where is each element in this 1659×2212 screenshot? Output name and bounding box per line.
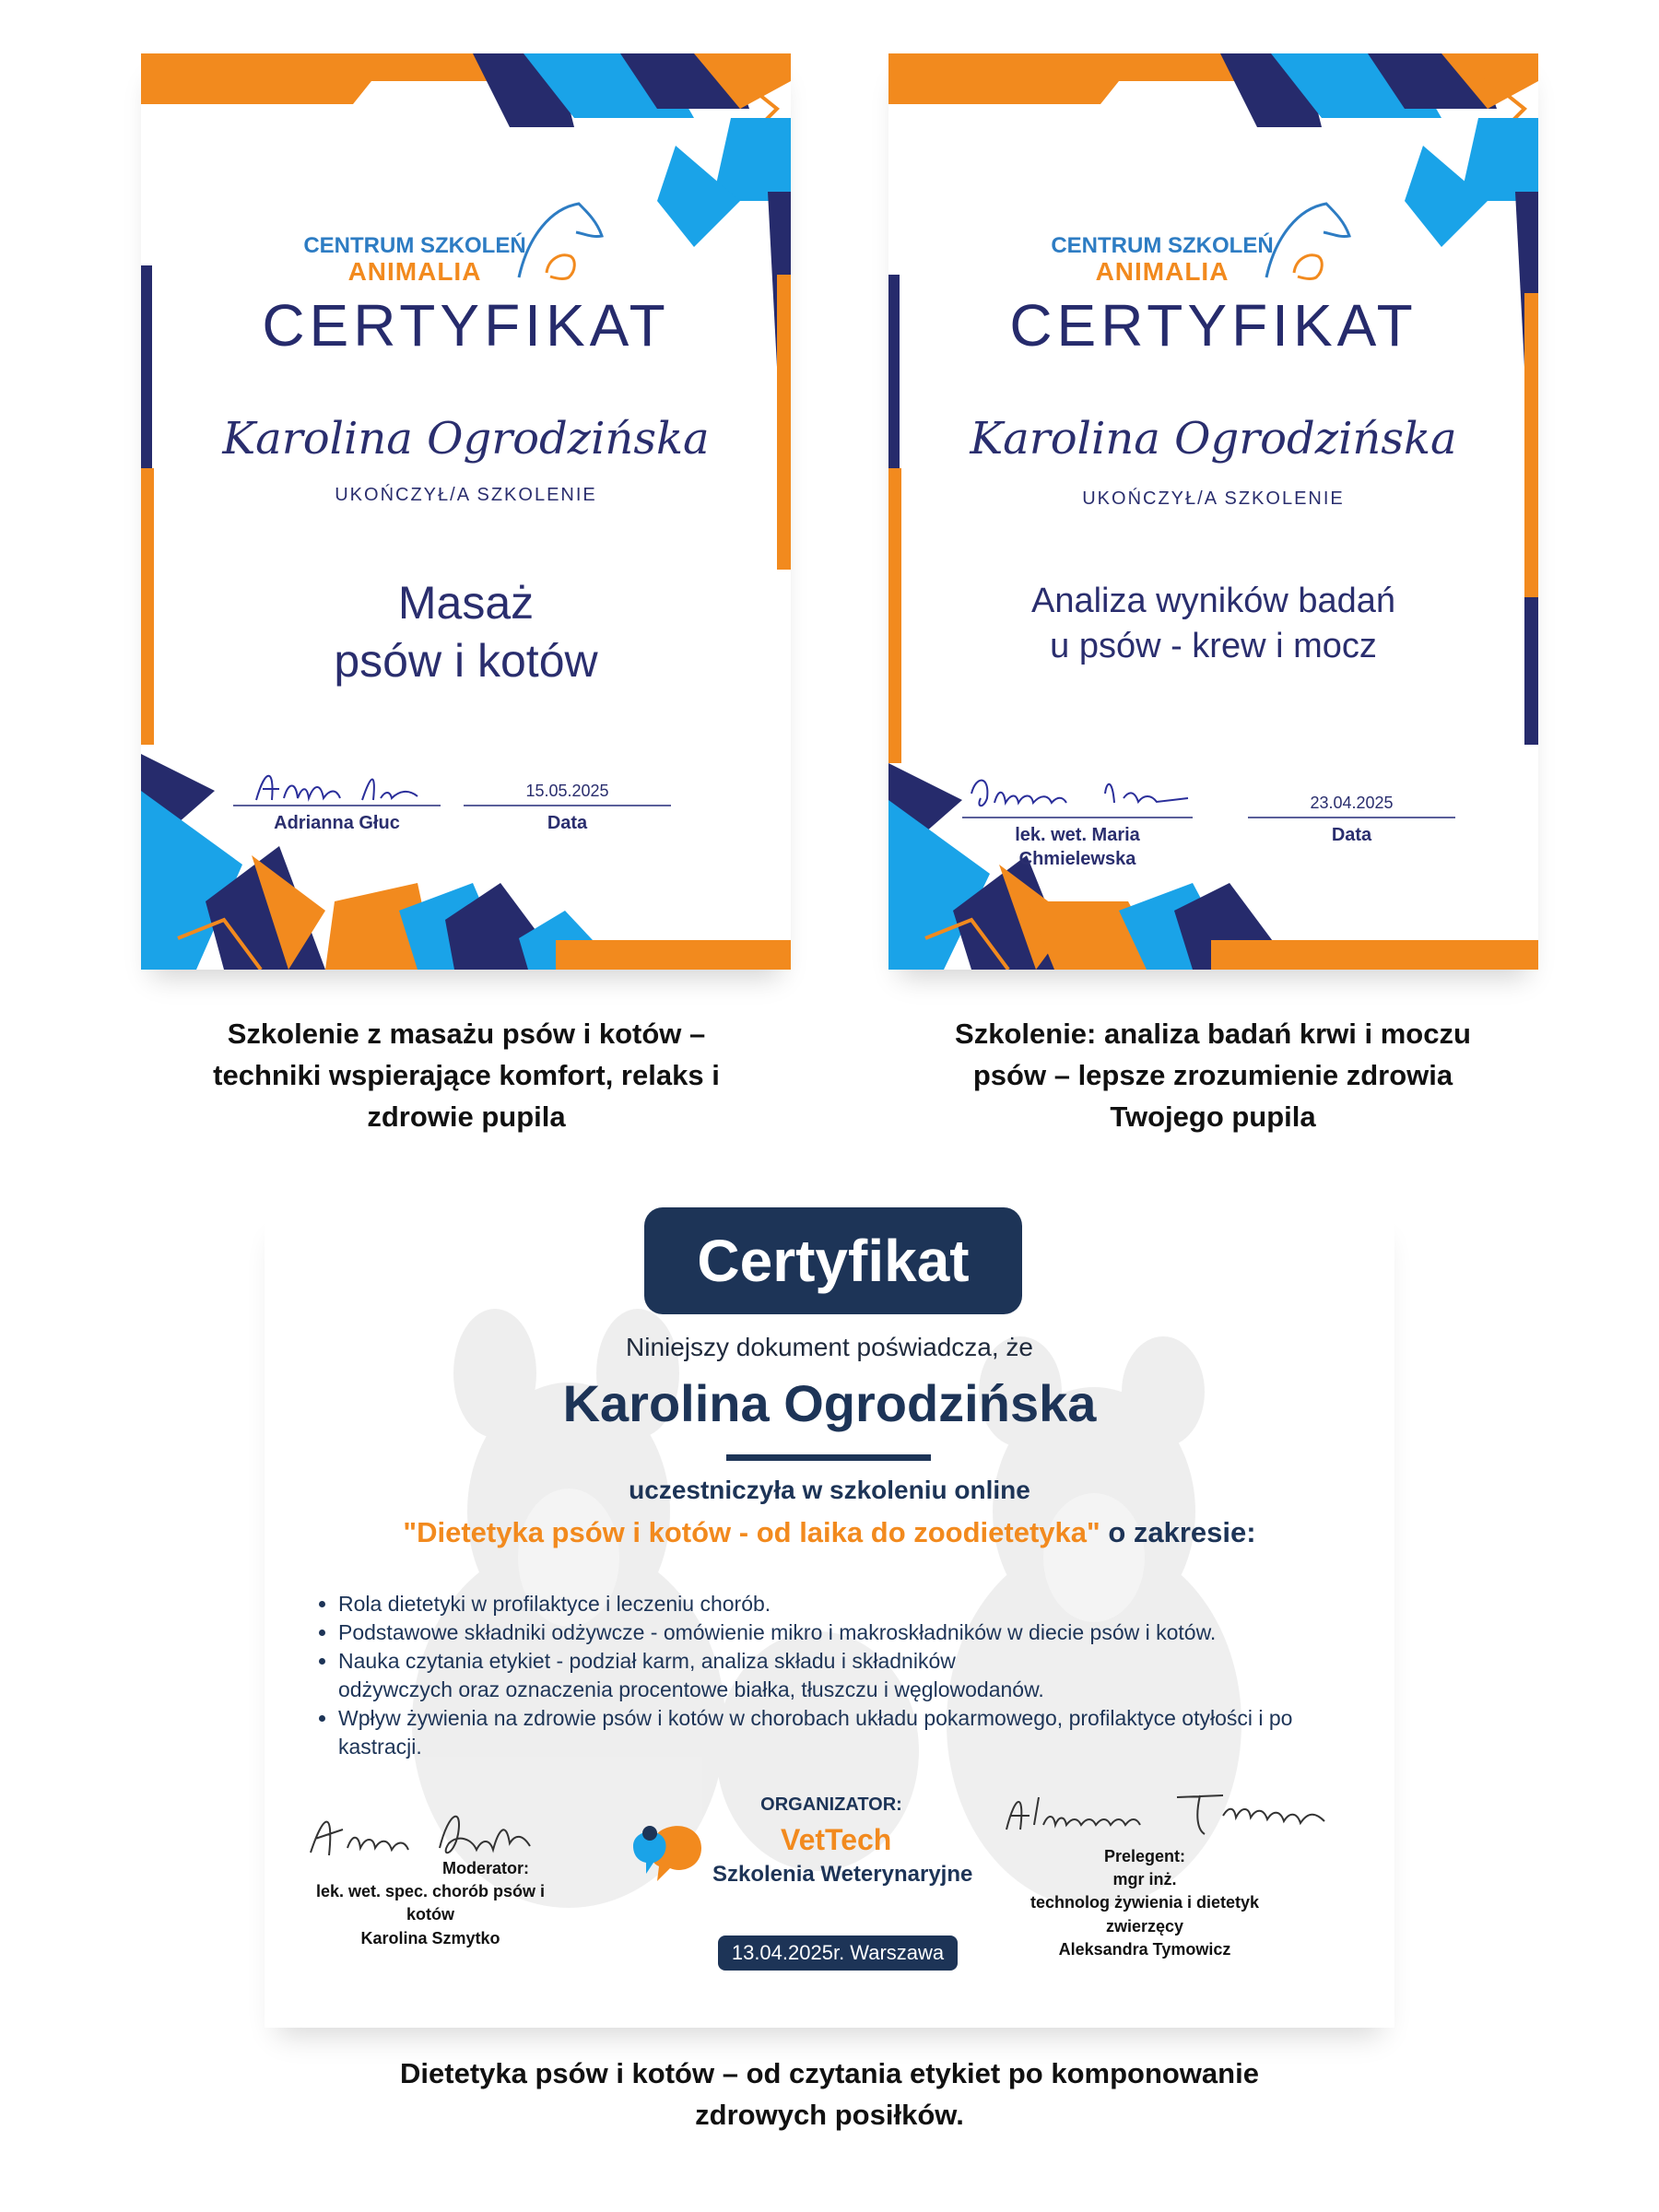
course-title: [888, 579, 1538, 670]
recipient-name: Karolina Ogrodzińska: [562, 1374, 1097, 1432]
course-line1: Masaż: [397, 577, 535, 629]
signature: [967, 771, 1206, 817]
signer-line1: lek. wet. Maria: [1015, 825, 1140, 845]
participated-text: uczestniczyła w szkoleniu online: [629, 1476, 1030, 1504]
date-label: Data: [547, 813, 588, 833]
lecturer-block: [993, 1845, 1297, 1961]
lecturer-label: Prelegent:: [1103, 1847, 1186, 1865]
moderator-name: Karolina Szmytko: [360, 1928, 500, 1947]
horse-dog-icon: [1257, 190, 1359, 291]
date-line: [1248, 817, 1455, 818]
course-line1: Analiza wyników badań: [1030, 582, 1395, 620]
certificate-blood-analysis: [888, 53, 1538, 970]
certificate-massage: [141, 53, 791, 970]
logo-line1: CENTRUM SZKOLEŃ: [303, 233, 526, 258]
vettech-logo-icon: [626, 1820, 709, 1894]
name-underline: [726, 1454, 931, 1461]
course-line2: u psów - krew i mocz: [1050, 627, 1377, 666]
moderator-title: lek. wet. spec. chorób psów i kotów: [315, 1882, 546, 1924]
recipient-name: Karolina Ogrodzińska: [970, 413, 1457, 465]
issue-date: 15.05.2025: [525, 782, 609, 800]
logo-line2: ANIMALIA: [1095, 257, 1230, 286]
lecturer-title2: technolog żywienia i dietetyk zwierzęcy: [1030, 1893, 1260, 1936]
signature-line: [233, 805, 441, 806]
course-line2: psów i kotów: [334, 634, 598, 687]
animalia-logo: [141, 164, 791, 293]
logo-line1: CENTRUM SZKOLEŃ: [1051, 233, 1274, 258]
intro-text: Niniejszy dokument poświadcza, że: [626, 1333, 1033, 1361]
caption-line: Szkolenie z masażu psów i kotów –: [227, 1018, 706, 1050]
course-name: "Dietetyka psów i kotów - od laika do zoodietetyka": [403, 1516, 1100, 1548]
organizer-subtitle: Szkolenia Weterynaryjne: [712, 1862, 973, 1887]
signer-name: Adrianna Głuc: [274, 813, 400, 833]
moderator-label: Moderator:: [442, 1859, 529, 1877]
recipient-name: Karolina Ogrodzińska: [222, 413, 710, 465]
horse-dog-icon: [510, 190, 611, 291]
date-place-badge: 13.04.2025r. Warszawa: [718, 1936, 958, 1971]
caption-line: Dietetyka psów i kotów – od czytania etykiet po komponowanie: [400, 2057, 1259, 2089]
caption-blood-analysis: [881, 1014, 1545, 1138]
list-item: • Nauka czytania etykiet - podział karm, analiza składu i składników odżywczych oraz oznaczenia procentowe białka, tłuszczu i węglowodanów.: [338, 1647, 1380, 1704]
issue-date: 23.04.2025: [1310, 794, 1394, 812]
lecturer-title1: mgr inż.: [1112, 1870, 1177, 1889]
list-item: • Podstawowe składniki odżywcze - omówienie mikro i makroskładników w diecie psów i kotów.: [338, 1618, 1380, 1647]
signer-line2: Chmielewska: [1018, 849, 1136, 869]
caption-dietetics: [276, 2053, 1382, 2136]
course-line: [265, 1516, 1394, 1549]
course-title: [141, 574, 791, 689]
date-label: Data: [1331, 825, 1372, 845]
caption-line: Twojego pupila: [1110, 1100, 1316, 1133]
lecturer-signature: [1002, 1779, 1371, 1843]
signature-line: [962, 817, 1193, 818]
certificate-dietetics: [265, 1207, 1394, 2028]
list-item: • Wpływ żywienia na zdrowie psów i kotów w chorobach układu pokarmowego, profilaktyce otyłości i po kastracji.: [338, 1704, 1380, 1761]
date-line: [464, 805, 671, 806]
certificate-badge: Certyfikat: [644, 1207, 1022, 1314]
caption-line: techniki wspierające komfort, relaks i: [213, 1058, 720, 1091]
caption-line: psów – lepsze zrozumienie zdrowia: [972, 1058, 1453, 1091]
signature: [252, 763, 436, 809]
scope-suffix: o zakresie:: [1100, 1516, 1256, 1548]
topics-list: [311, 1590, 1380, 1761]
moderator-block: [292, 1857, 569, 1950]
caption-line: zdrowych posiłków.: [695, 2098, 964, 2131]
organizer-name: VetTech: [781, 1823, 892, 1856]
caption-line: Szkolenie: analiza badań krwi i moczu: [955, 1018, 1471, 1050]
completed-label: UKOŃCZYŁ/A SZKOLENIE: [335, 485, 597, 505]
animalia-logo: [888, 164, 1538, 293]
certificate-title: CERTYFIKAT: [262, 292, 670, 359]
certificate-title: CERTYFIKAT: [1009, 292, 1418, 359]
caption-massage: [135, 1014, 798, 1138]
organizer-label: ORGANIZATOR:: [760, 1794, 902, 1815]
list-item: • Rola dietetyki w profilaktyce i leczeniu chorób.: [338, 1590, 1380, 1618]
logo-line2: ANIMALIA: [347, 257, 482, 286]
caption-line: zdrowie pupila: [367, 1100, 566, 1133]
lecturer-name: Aleksandra Tymowicz: [1058, 1939, 1231, 1959]
completed-label: UKOŃCZYŁ/A SZKOLENIE: [1082, 488, 1345, 509]
signer-name: [944, 823, 1211, 871]
